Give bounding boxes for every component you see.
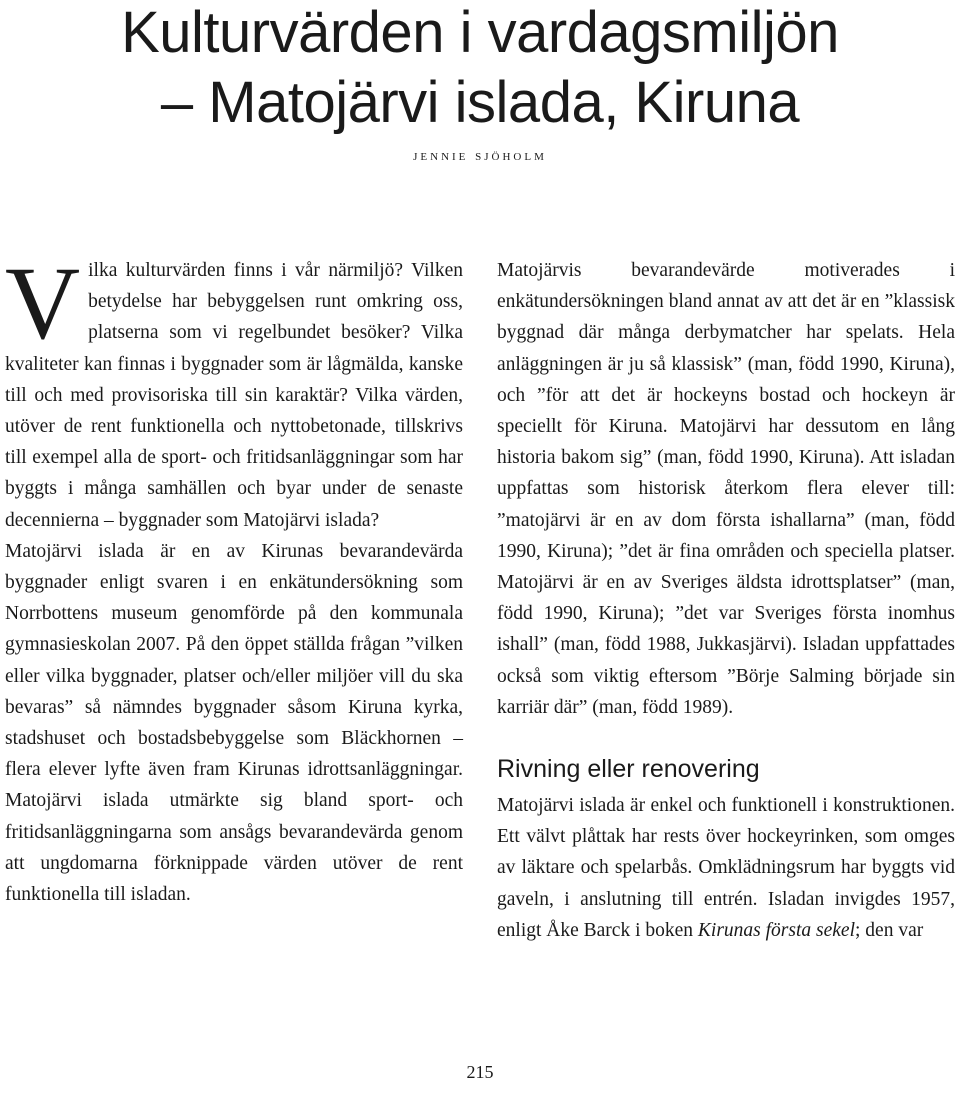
body-paragraph [497,790,955,946]
book-title: Kirunas första sekel [697,919,855,941]
body-paragraph: Matojärvis bevarandevärde motiverades i enkätundersökningen bland annat av att det är en ”klassisk byggnad där många derbymatcher har spelats. Hela anläggningen är ju så klassisk” (man, född 1990, Kiruna), och ”för att det är hockeyns bostad och hockeyn är speciellt för Kiruna. Matojärvi har dessutom en lång historia bakom sig” (man, född 1990, Kiruna). Att isladan uppfattas som historisk återkom flera elever till: ”matojärvi är en av dom första ishallarna” (man, född 1990, Kiruna); ”det är fina områden och speciella platser. Matojärvi är en av Sveriges äldsta idrottsplatser” (man, född 1990, Kiruna); ”det var Sveriges första inomhus ishall” (man, född 1988, Jukkasjärvi). Isladan uppfattades också som viktig eftersom ”Börje Salming började sin karriär där” (man, född 1989). [497,260,955,718]
body-paragraph: Matojärvi islada är en av Kirunas bevarandevärda byggnader enligt svaren i en enkätundersökning som Norrbottens museum genomförde på den kommunala gymnasieskolan 2007. På den öppet ställda frågan ”vilken eller vilka byggnader, platser och/eller miljöer vill du ska bevaras” så nämndes byggnader såsom Kiruna kyrka, stadshuset och bostadsbebyggelse som Bläckhornen – flera elever lyfte även fram Kirunas idrottsanläggningar. Matojärvi islada utmärkte sig bland sport- och fritidsanläggningarna som ansågs bevarandevärda genom att ungdomarna förknippade värden utöver de rent funktionella till isladan. [5,540,463,906]
section-heading: Rivning eller renovering [497,755,760,784]
left-column [5,246,463,910]
page-number: 215 [466,1062,494,1082]
right-column [497,255,955,946]
body-text: Matojärvi islada är enkel och funktionell i konstruktionen. Ett välvt plåttak har rests över hockeyrinken, som omges av läktare och spelarbås. Omklädningsrum har byggts vid gaveln, i anslutning till entrén. Isladan invigdes 1957, enligt Åke Barck i boken [497,795,955,941]
intro-paragraph [5,246,463,536]
title-line-2: – Matojärvi islada, Kiruna [160,70,800,135]
intro-text: ilka kulturvärden finns i vår närmiljö? Vilken betydelse har bebyggelsen runt omkring oss, platserna som vi regelbundet besöker? Vilka kvaliteter kan finnas i byggnader som är lågmälda, kanske till och med provisoriska till sin karaktär? Vilka värden, utöver de rent funktionella och nyttobetonade, tillskrivs till exempel alla de sport- och fritidsanläggningar som har byggts i många samhällen och byar under de senaste decennierna – byggnader som Matojärvi islada? [5,260,463,531]
drop-cap: V [5,246,81,361]
body-text: ; den var [855,919,924,941]
title-line-1: Kulturvärden i vardagsmiljön [121,0,839,65]
author-name: jennie sjöholm [413,148,547,164]
